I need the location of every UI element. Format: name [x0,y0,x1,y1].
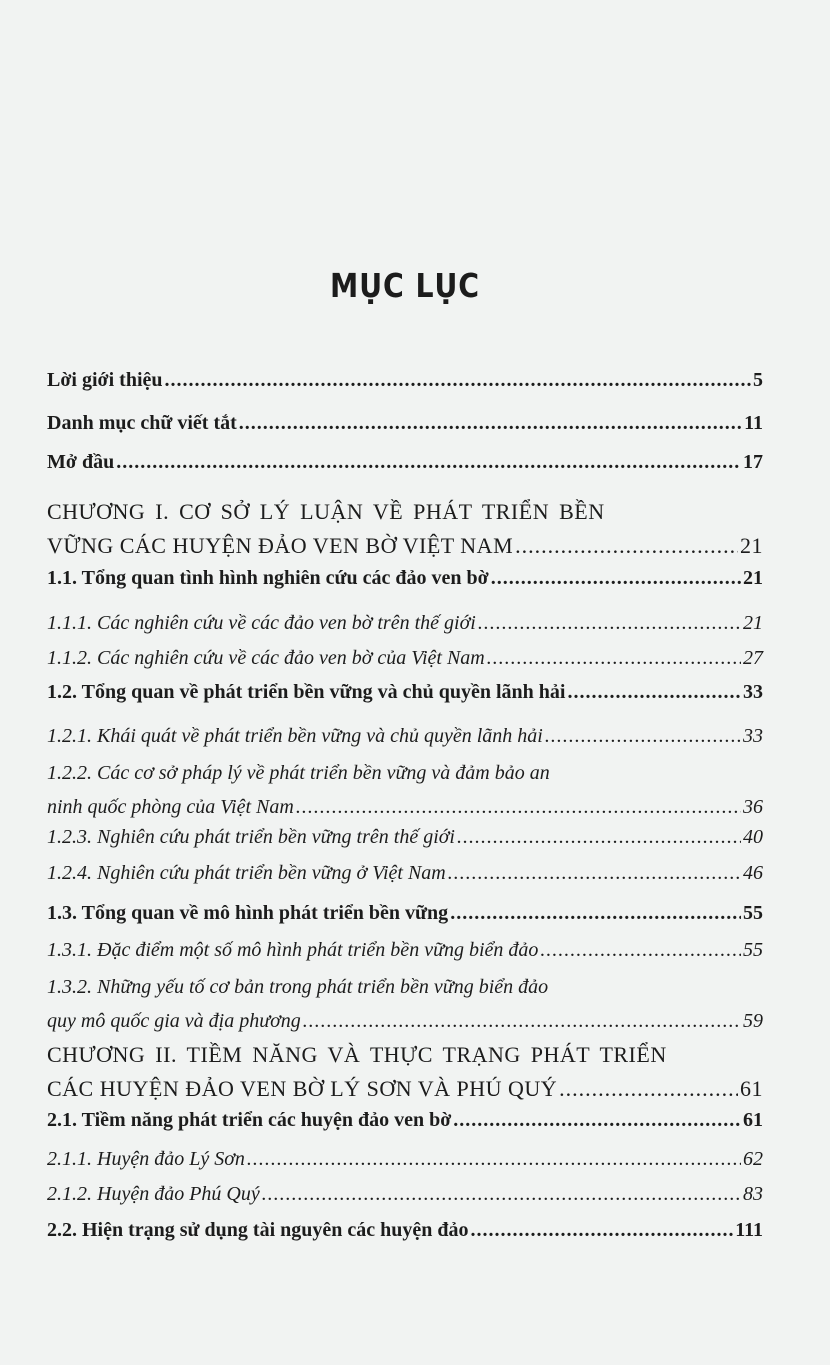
toc-entry [47,606,763,640]
toc-entry-title: 2.1. Tiềm năng phát triển các huyện đảo ven bờ [47,1109,452,1131]
dot-leader [545,719,741,753]
toc-page-number: 62 [743,1148,763,1170]
toc-entry [47,495,763,563]
toc-page-number: 61 [743,1109,763,1131]
toc-page-number: 27 [743,647,763,669]
dot-leader [471,1215,734,1245]
toc-page-number: 83 [743,1183,763,1205]
toc-entry [47,1142,763,1176]
toc-page-number: 21 [740,533,763,558]
toc-page-number: 21 [743,567,763,589]
toc-entry [47,408,763,438]
toc-entry [47,933,763,967]
toc-entry [47,820,763,854]
page-title: MỤC LỤC [330,266,480,305]
toc-page-number: 111 [735,1219,763,1241]
toc-entry-title: Lời giới thiệu [47,369,163,391]
toc-page-number: 21 [743,612,763,634]
toc-entry [47,563,763,593]
toc-entry-title: 2.1.1. Huyện đảo Lý Sơn [47,1148,245,1170]
toc-entry-title: VỮNG CÁC HUYỆN ĐẢO VEN BỜ VIỆT NAM [47,533,514,558]
toc-entry-title: CÁC HUYỆN ĐẢO VEN BỜ LÝ SƠN VÀ PHÚ QUÝ [47,1076,558,1101]
toc-entry [47,856,763,890]
toc-entry [47,898,763,928]
toc-page-number: 46 [743,862,763,884]
toc-page-number: 61 [740,1076,763,1101]
dot-leader [165,365,752,395]
dot-leader [262,1177,741,1211]
toc-page-number: 36 [743,796,763,818]
dot-leader [567,677,741,707]
toc-entry-title: 1.2.2. Các cơ sở pháp lý về phát triển bền vững và đảm bảo an [47,762,550,784]
toc-page-number: 33 [743,725,763,747]
toc-entry [47,1215,763,1245]
toc-entry [47,756,763,824]
toc-entry-title: 2.2. Hiện trạng sử dụng tài nguyên các huyện đảo [47,1219,469,1241]
toc-entry-title: 1.1.2. Các nghiên cứu về các đảo ven bờ của Việt Nam [47,647,485,669]
toc-entry [47,719,763,753]
toc-entry-title: Danh mục chữ viết tắt [47,412,237,434]
toc-page-number: 11 [744,412,763,434]
book-page [47,0,763,1365]
toc-entry-title: 1.1.1. Các nghiên cứu về các đảo ven bờ trên thế giới [47,612,476,634]
dot-leader [116,447,741,477]
dot-leader [448,856,741,890]
toc-entry [47,641,763,675]
dot-leader [478,606,741,640]
toc-entry-title: 1.3. Tổng quan về mô hình phát triển bền vững [47,902,449,924]
dot-leader [540,933,741,967]
dot-leader [559,1072,738,1106]
toc-page-number: 55 [743,939,763,961]
toc-entry [47,1177,763,1211]
toc-entry-title: 1.2. Tổng quan về phát triển bền vững và chủ quyền lãnh hải [47,681,566,703]
dot-leader [303,1004,741,1038]
toc-entry-title: 1.3.2. Những yếu tố cơ bản trong phát triển bền vững biển đảo [47,976,549,998]
toc-entry-title: 1.2.4. Nghiên cứu phát triển bền vững ở Việt Nam [47,862,446,884]
toc-page-number: 17 [743,451,763,473]
toc-page-number: 55 [743,902,763,924]
dot-leader [239,408,742,438]
toc-entry [47,1038,763,1106]
toc-entry-title: 1.3.1. Đặc điểm một số mô hình phát triển bền vững biển đảo [47,939,539,961]
toc-entry [47,970,763,1038]
toc-entry-title: quy mô quốc gia và địa phương [47,1010,301,1032]
toc-page-number: 5 [753,369,763,391]
toc-entry [47,365,763,395]
toc-entry [47,447,763,477]
toc-page-number: 40 [743,826,763,848]
dot-leader [491,563,741,593]
toc-entry-title: CHƯƠNG II. TIỀM NĂNG VÀ THỰC TRẠNG PHÁT TRIỂN [47,1042,667,1067]
toc-entry-title: 1.1. Tổng quan tình hình nghiên cứu các đảo ven bờ [47,567,489,589]
toc-entry [47,677,763,707]
dot-leader [515,529,738,563]
dot-leader [453,1105,741,1135]
dot-leader [457,820,741,854]
dot-leader [296,790,741,824]
toc-page-number: 33 [743,681,763,703]
toc-entry-title: Mở đầu [47,451,115,473]
toc-page-number: 59 [743,1010,763,1032]
toc-entry-title: 2.1.2. Huyện đảo Phú Quý [47,1183,260,1205]
toc-entry [47,1105,763,1135]
toc-entry-title: 1.2.3. Nghiên cứu phát triển bền vững trên thế giới [47,826,455,848]
dot-leader [450,898,741,928]
toc-entry-title: ninh quốc phòng của Việt Nam [47,796,294,818]
toc-entry-title: 1.2.1. Khái quát về phát triển bền vững và chủ quyền lãnh hải [47,725,543,747]
toc-entry-title: CHƯƠNG I. CƠ SỞ LÝ LUẬN VỀ PHÁT TRIỂN BỀN [47,499,605,524]
dot-leader [487,641,741,675]
dot-leader [247,1142,741,1176]
